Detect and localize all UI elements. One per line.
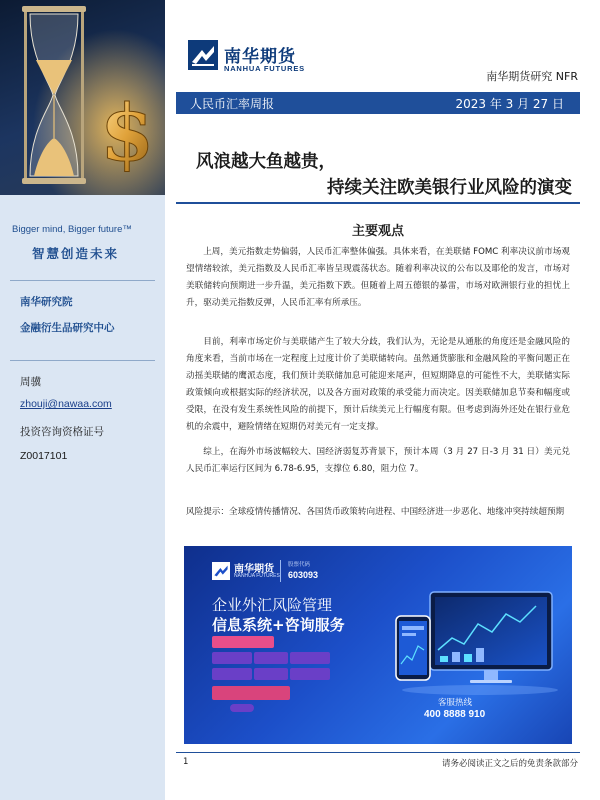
report-header-bar [176,92,580,114]
ad-logo-divider [280,560,281,582]
institute-name: 南华研究院 [20,296,73,308]
license-label: 投资咨询资格证号 [20,426,104,438]
sidebar-divider [10,360,155,361]
summary-paragraph-3: 综上，在海外市场波幅较大、国经济弱复苏背景下，预计本周（3 月 27 日-3 月 31 日）美元兑人民币汇率运行区间为 6.78-6.95，支撑位 6.80，阻力位 7。 [186,447,570,474]
feature-chip [254,652,288,664]
feature-chip [212,668,252,680]
footer-divider [176,752,580,753]
feature-chip [290,668,330,680]
feature-chip [212,652,252,664]
tagline-chinese: 智慧创造未来 [32,246,120,261]
author-name: 周骥 [20,376,41,388]
summary-heading: 主要观点 [351,224,404,239]
devices-illustration [360,586,560,698]
hotline-number: 400 8888 910 [424,709,486,720]
author-email-link[interactable]: zhouji@nawaa.com [20,398,112,410]
hotline-label: 客服热线 [438,698,473,708]
stock-code-label: 股票代码 [288,562,311,568]
left-sidebar [0,0,165,800]
stock-code: 603093 [288,570,319,580]
feature-chip [290,652,330,664]
report-type: 人民币汇率周报 [190,97,275,111]
feature-chip [212,686,290,700]
nanhua-logo-icon [212,562,230,580]
research-center-name: 金融衍生品研究中心 [20,322,115,334]
disclaimer-notice: 请务必阅读正文之后的免责条款部分 [441,759,578,769]
sidebar-divider [10,280,155,281]
risk-warning: 风险提示：全球疫情传播情况、各国货币政策转向进程、中国经济进一步恶化、地缘冲突持续超预期 [186,507,565,517]
license-number: Z0017101 [20,450,68,462]
report-title-line-2: 持续关注欧美银行业风险的演变 [327,178,572,198]
ad-logo-english: NANHUA FUTURES [234,573,280,579]
ad-headline-2: 信息系统+咨询服务 [212,616,345,634]
title-divider [176,202,580,204]
logo-english-name: NANHUA FUTURES [224,64,305,73]
logo-chinese-name: 南华期货 [224,47,296,67]
feature-chip [212,636,274,648]
feature-chip [230,704,254,712]
ad-headline-1: 企业外汇风险管理 [212,596,333,614]
nanhua-logo-icon [188,40,218,70]
summary-paragraph-2: 目前，利率市场定价与美联储产生了较大分歧，我们认为，无论是从通胀的角度还是金融风险的角度来看，当前市场在一定程度上过度计价了美联储转向。虽然通货膨胀和金融风险的平衡问题正在动摇美联储的鹰派态度，我们预计美联储加息可能迎来尾声，但短期降息的可能性不大，美联储实际政策倾向或根据实际的经济状况，以及各方面对政策的承受能力而决定。因美联储加息节奏和幅度或受限，在没有发生系统性风险的前提下，预计后续美元上行幅度有限。但考虑到海外还处在银行业危机的余震中，避险情绪在短期仍对美元有一定支撑。 [186,337,570,432]
page-number: 1 [183,757,189,767]
research-brand-label: 南华期货研究 NFR [486,70,578,83]
feature-chip [254,668,288,680]
hourglass-icon [0,0,165,195]
report-title-line-1: 风浪越大鱼越贵， [196,152,336,172]
svg-text:$: $ [100,88,155,179]
report-date: 2023 年 3 月 27 日 [455,97,564,111]
ad-logo-chinese: 南华期货 [234,564,274,575]
tagline-english: Bigger mind, Bigger future™ [12,224,132,235]
hourglass-dollar-image [0,0,165,195]
advertisement-banner[interactable] [184,546,572,744]
summary-paragraph-1: 上周，美元指数走势偏弱，人民币汇率整体偏强。具体来看，在美联储 FOMC 利率决议前市场观望情绪较浓，美元指数及人民币汇率皆呈现震荡状态。随着利率决议的公布以及耶伦的发言，市场对美联储转向预期进一步升温，美元指数下跌。但随着上周五德银的暴雷，市场对欧洲银行业的担忧上升，驱动美元指数反弹，人民币汇率有所承压。 [186,247,570,308]
